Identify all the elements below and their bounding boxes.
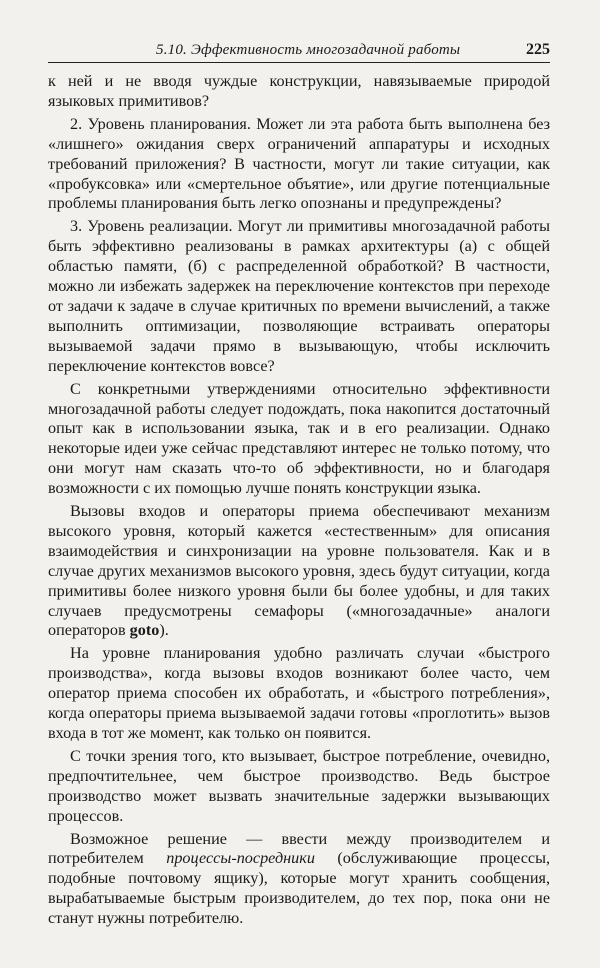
paragraph-efficiency-statements: С конкретными утверждениями относительно эффективности многозадачной работы следует подождать, пока накопится достаточный опыт как в использовании языка, так и в его реализации. Однако некоторые идеи уже сейчас представляют интерес не только потому, что они могут нам сказать что-то об эффективности, но и благодаря возможности с их помощью лучше понять конструкции языка.: [48, 379, 550, 498]
page-number: 225: [526, 41, 550, 58]
entry-calls-text-a: Вызовы входов и операторы приема обеспечивают механизм высокого уровня, который кажется «естественным» для описания взаимодействия и синхронизации на уровне пользователя. Как и в случае других механизмов высокого уровня, здесь будут ситуации, когда примитивы более низкого уровня были бы более удобны, и для таких случаев предусмотрены семафоры («многозадачные» аналоги операторов: [48, 502, 550, 640]
running-header: [48, 40, 550, 63]
section-title: 5.10. Эффективность многозадачной работы: [156, 42, 461, 58]
paragraph-implementation-level: 3. Уровень реализации. Могут ли примитивы многозадачной работы быть эффективно реализованы в рамках архитектуры (а) с общей областью памяти, (б) с распределенной обработкой? В частности, можно ли избежать задержек на переключение контекстов при переходе от задачи к задаче в случае критичных по времени вычислений, а также выполнить оптимизации, позволяющие встраивать операторы вызываемой задачи прямо в вызывающую, чтобы исключить переключение контекстов вовсе?: [48, 217, 550, 375]
entry-calls-text-b: ).: [159, 621, 169, 640]
body-text: [48, 72, 550, 932]
solution-text-b: (обслуживающие процессы, подобные почтовому ящику), которые могут хранить сообщения, вырабатываемые быстрым производителем, до тех пор, пока они не станут нужны потребителю.: [48, 849, 550, 928]
paragraph-entry-calls: [48, 502, 550, 641]
paragraph-possible-solution: [48, 830, 550, 930]
solution-text-a: Возможное решение — ввести между производителем и потребителем: [48, 829, 550, 868]
paragraph-caller-view: С точки зрения того, кто вызывает, быстрое потребление, очевидно, предпочтительнее, чем быстрое производство. Ведь быстрое производство может вызвать значительные задержки вызывающих процессов.: [48, 746, 550, 825]
goto-keyword: goto: [129, 621, 160, 640]
paragraph-planning-level: 2. Уровень планирования. Может ли эта работа быть выполнена без «лишнего» ожидания сверх ограничений аппаратуры и исходных требований приложения? В частности, могут ли такие ситуации, как «пробуксовка» или «смертельное объятие», или другие потенциальные проблемы планирования быть легко опознаны и предупреждены?: [48, 114, 550, 213]
intermediary-processes-term: процессы-посредники: [166, 849, 315, 868]
paragraph-fast-production: На уровне планирования удобно различать случаи «быстрого производства», когда вызовы входов возникают более часто, чем оператор приема способен их обработать, и «быстрого потребления», когда операторы приема вызываемой задачи готовы «проглотить» вызов входа в тот же момент, как только он появится.: [48, 644, 550, 742]
paragraph-continuation: к ней и не вводя чуждые конструкции, навязываемые природой языковых примитивов?: [48, 72, 550, 110]
